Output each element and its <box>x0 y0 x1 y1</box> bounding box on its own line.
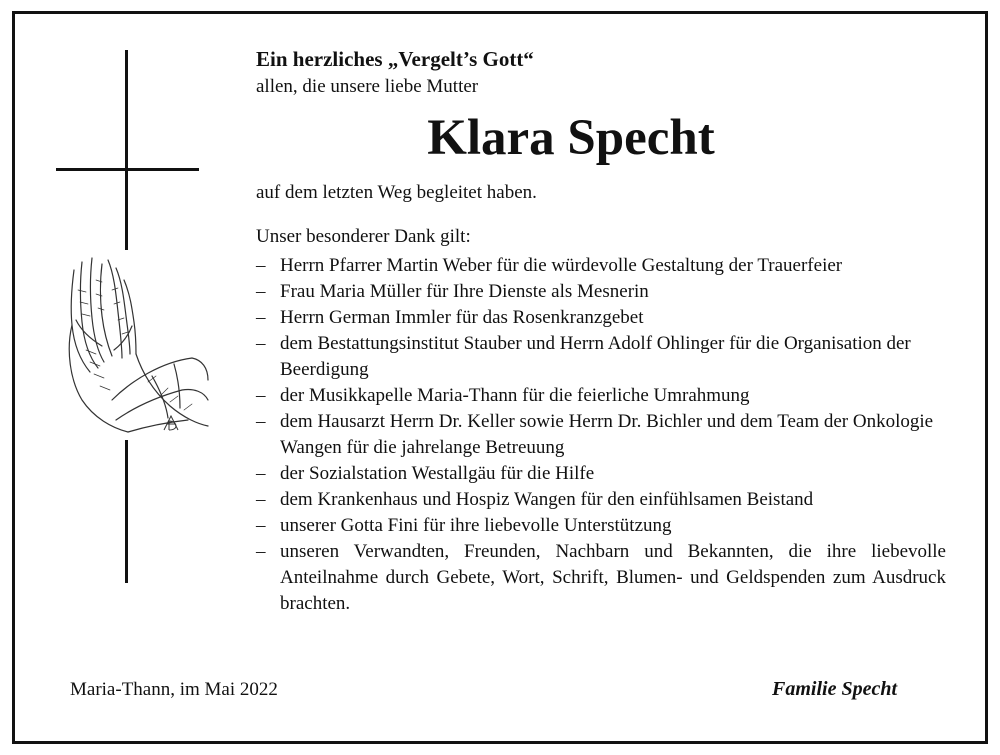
dash-marker: – <box>256 541 266 562</box>
notice-content <box>256 44 946 617</box>
after-name-text: auf dem letzten Weg begleitet haben. <box>256 182 537 203</box>
thanks-intro: Unser besonderer Dank gilt: <box>256 226 471 247</box>
list-item-text: dem Hausarzt Herrn Dr. Keller sowie Herrn Dr. Bichler und dem Team der Onkologie Wangen für die jahrelange Betreuung <box>280 411 934 458</box>
list-item <box>256 409 946 461</box>
dash-marker: – <box>256 463 266 484</box>
list-item <box>256 539 946 617</box>
dash-marker: – <box>256 333 266 354</box>
intro-text: allen, die unsere liebe Mutter <box>256 76 479 97</box>
list-item <box>256 461 946 487</box>
list-item-text: Herrn Pfarrer Martin Weber für die würdevolle Gestaltung der Trauerfeier <box>280 255 843 276</box>
list-item <box>256 383 946 409</box>
list-item-text: der Musikkapelle Maria-Thann für die feierliche Umrahmung <box>280 385 750 406</box>
dash-marker: – <box>256 255 266 276</box>
list-item-text: Herrn German Immler für das Rosenkranzgebet <box>280 307 644 328</box>
list-item-text: der Sozialstation Westallgäu für die Hilfe <box>280 463 595 484</box>
list-item-text: dem Krankenhaus und Hospiz Wangen für den einfühlsamen Beistand <box>280 489 814 510</box>
praying-hands-icon <box>52 250 212 440</box>
list-item-text: Frau Maria Müller für Ihre Dienste als Mesnerin <box>280 281 649 302</box>
list-item <box>256 513 946 539</box>
cross-icon-horizontal-bar <box>56 168 199 171</box>
dash-marker: – <box>256 489 266 510</box>
list-item <box>256 331 946 383</box>
notice-heading: Ein herzliches „Vergelt’s Gott“ <box>256 47 534 71</box>
list-item-text: unserer Gotta Fini für ihre liebevolle Unterstützung <box>280 515 672 536</box>
dash-marker: – <box>256 385 266 406</box>
list-item-text: dem Bestattungsinstitut Stauber und Herrn Adolf Ohlinger für die Organisation der Beerdigung <box>280 333 911 380</box>
list-item <box>256 487 946 513</box>
dash-marker: – <box>256 411 266 432</box>
thanks-list <box>256 253 946 617</box>
list-item <box>256 279 946 305</box>
signature: Familie Specht <box>772 678 897 700</box>
list-item-text: unseren Verwandten, Freunden, Nachbarn und Bekannten, die ihre liebevolle Anteilnahme durch Gebete, Wort, Schrift, Blumen- und Geldspenden zum Ausdruck brachten. <box>280 541 946 614</box>
dash-marker: – <box>256 307 266 328</box>
list-item <box>256 305 946 331</box>
dash-marker: – <box>256 281 266 302</box>
dash-marker: – <box>256 515 266 536</box>
place-date: Maria-Thann, im Mai 2022 <box>70 679 278 700</box>
deceased-name: Klara Specht <box>427 110 715 166</box>
list-item <box>256 253 946 279</box>
